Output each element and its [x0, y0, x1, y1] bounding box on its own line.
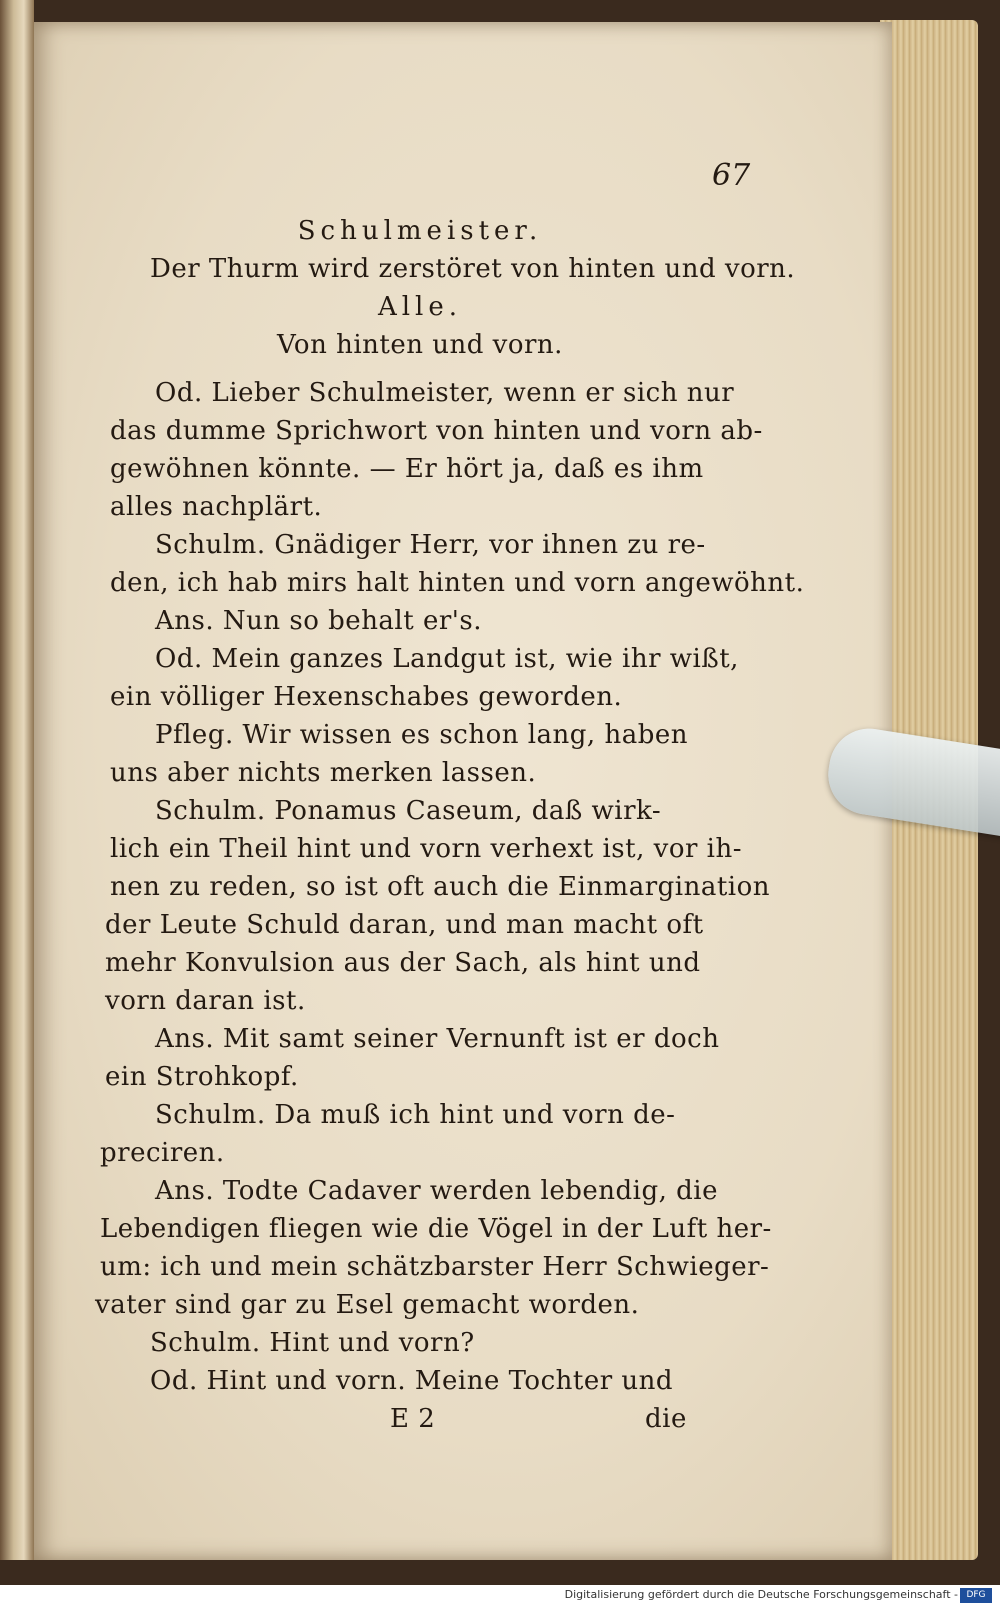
speaker-heading: Alle.: [377, 292, 463, 322]
text-line: mehr Konvulsion aus der Sach, als hint und: [105, 948, 701, 978]
text-line: Der Thurm wird zerstöret von hinten und vorn.: [150, 254, 796, 284]
text-line: Od. Mein ganzes Landgut ist, wie ihr wißt,: [155, 644, 739, 674]
text-line: Lebendigen fliegen wie die Vögel in der Luft her-: [100, 1214, 772, 1244]
text-line: vater sind gar zu Esel gemacht worden.: [95, 1290, 640, 1320]
speaker-heading: Schulmeister.: [297, 216, 543, 246]
text-line: Od. Hint und vorn. Meine Tochter und: [150, 1366, 674, 1396]
text-line: Ans. Mit samt seiner Vernunft ist er doch: [155, 1024, 720, 1054]
text-line: Pfleg. Wir wissen es schon lang, haben: [155, 720, 688, 750]
text-line: der Leute Schuld daran, und man macht oft: [105, 910, 704, 940]
text-line: vorn daran ist.: [105, 986, 306, 1016]
text-line: Od. Lieber Schulmeister, wenn er sich nur: [155, 378, 735, 408]
text-line: uns aber nichts merken lassen.: [110, 758, 537, 788]
text-line: Schulm. Hint und vorn?: [150, 1328, 475, 1358]
catchword: die: [645, 1404, 687, 1434]
funding-credit: Digitalisierung gefördert durch die Deutsche Forschungsgemeinschaft -: [564, 1588, 958, 1601]
dfg-logo: DFG: [960, 1588, 992, 1603]
text-line: den, ich hab mirs halt hinten und vorn angewöhnt.: [110, 568, 805, 598]
text-line: Schulm. Da muß ich hint und vorn de-: [155, 1100, 676, 1130]
left-page-edge: [0, 0, 34, 1560]
text-line: ein Strohkopf.: [105, 1062, 299, 1092]
text-line: Ans. Nun so behalt er's.: [155, 606, 483, 636]
text-line: Schulm. Ponamus Caseum, daß wirk-: [155, 796, 662, 826]
text-line: ein völliger Hexenschabes geworden.: [110, 682, 623, 712]
text-line: nen zu reden, so ist oft auch die Einmargination: [110, 872, 771, 902]
signature-mark: E 2: [390, 1404, 436, 1434]
text-line: Schulm. Gnädiger Herr, vor ihnen zu re-: [155, 530, 706, 560]
text-line: preciren.: [100, 1138, 225, 1168]
text-line: um: ich und mein schätzbarster Herr Schwieger-: [100, 1252, 770, 1282]
text-line: lich ein Theil hint und vorn verhext ist, vor ih-: [110, 834, 743, 864]
text-line: das dumme Sprichwort von hinten und vorn ab-: [110, 416, 763, 446]
text-line: Von hinten und vorn.: [277, 330, 563, 360]
text-line: alles nachplärt.: [110, 492, 323, 522]
page-number: 67: [712, 158, 751, 193]
text-line: gewöhnen könnte. — Er hört ja, daß es ihm: [110, 454, 704, 484]
text-line: Ans. Todte Cadaver werden lebendig, die: [155, 1176, 718, 1206]
